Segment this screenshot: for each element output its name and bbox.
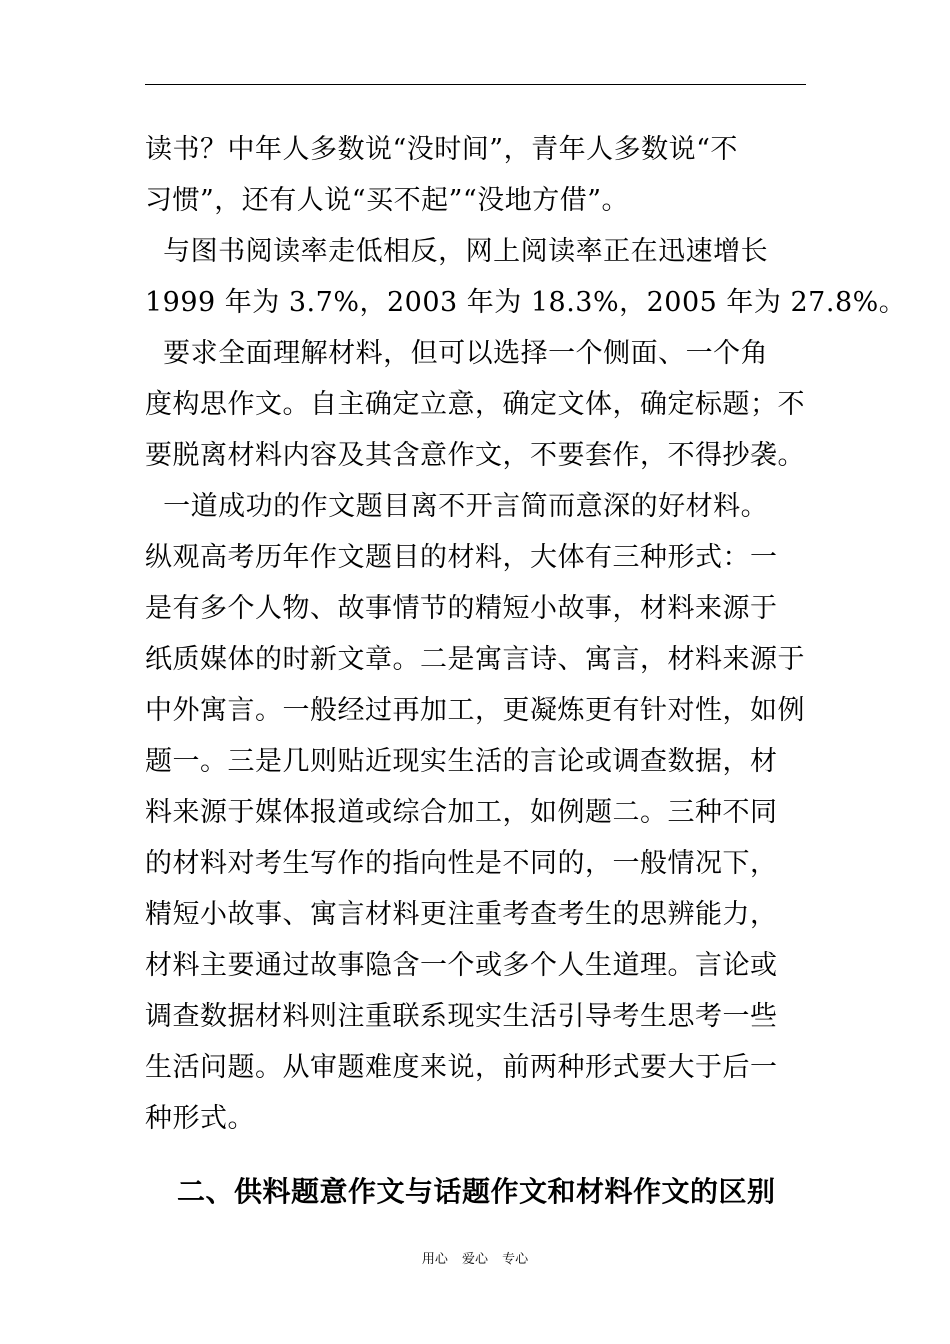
- text-line: 精短小故事、寓言材料更注重考查考生的思辨能力，: [145, 899, 778, 930]
- header-rule: [145, 84, 806, 85]
- text-line: 纵观高考历年作文题目的材料，大体有三种形式：一: [145, 542, 778, 573]
- text-line: 读书？中年人多数说“没时间”，青年人多数说“不: [145, 134, 738, 165]
- text-line: 度构思作文。自主确定立意，确定文体，确定标题；不: [145, 389, 805, 420]
- text-line: 1999 年为 3.7%，2003 年为 18.3%，2005 年为 27.8%。: [145, 287, 907, 318]
- text-line: 材料主要通过故事隐含一个或多个人生道理。言论或: [145, 950, 778, 981]
- text-line: 是有多个人物、故事情节的精短小故事，材料来源于: [145, 593, 778, 624]
- paragraph-first-line: 与图书阅读率走低相反，网上阅读率正在迅速增长: [145, 236, 769, 267]
- text-line: 生活问题。从审题难度来说，前两种形式要大于后一: [145, 1052, 778, 1083]
- text-line: 种形式。: [145, 1103, 255, 1134]
- text-line: 纸质媒体的时新文章。二是寓言诗、寓言，材料来源于: [145, 644, 805, 675]
- paragraph-first-line: 要求全面理解材料，但可以选择一个侧面、一个角: [145, 338, 769, 369]
- document-body: [145, 124, 907, 1217]
- text-line: 的材料对考生写作的指向性是不同的，一般情况下，: [145, 848, 778, 879]
- text-line: 要脱离材料内容及其含意作文，不要套作，不得抄袭。: [145, 440, 805, 471]
- paragraph-first-line: 一道成功的作文题目离不开言简而意深的好材料。: [145, 491, 769, 522]
- section-heading: 二、供料题意作文与话题作文和材料作文的区别: [177, 1175, 776, 1208]
- text-line: 调查数据材料则注重联系现实生活引导考生思考一些: [145, 1001, 778, 1032]
- page-footer: 用心 爱心 专心: [421, 1252, 529, 1267]
- text-line: 料来源于媒体报道或综合加工，如例题二。三种不同: [145, 797, 778, 828]
- text-line: 中外寓言。一般经过再加工，更凝炼更有针对性，如例: [145, 695, 805, 726]
- text-line: 题一。三是几则贴近现实生活的言论或调查数据，材: [145, 746, 778, 777]
- text-line: 习惯”，还有人说“买不起”“没地方借”。: [145, 185, 630, 216]
